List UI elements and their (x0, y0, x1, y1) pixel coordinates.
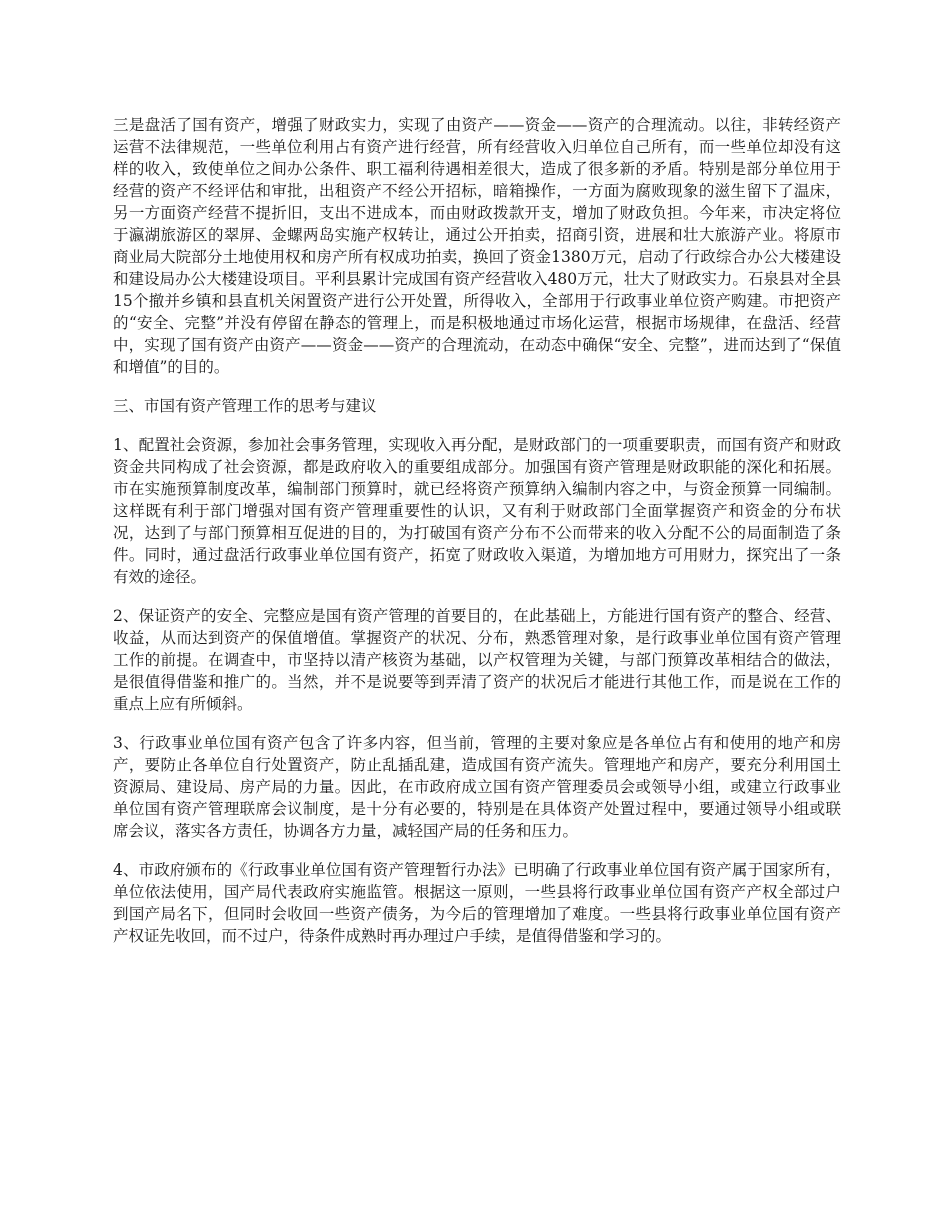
paragraph-suggestion-2: 2、保证资产的安全、完整应是国有资产管理的首要目的，在此基础上，方能进行国有资产的整合、经营、收益，从而达到资产的保值增值。掌握资产的状况、分布，熟悉管理对象，是行政事业单位国有资产管理工作的前提。在调查中，市坚持以清产核资为基础，以产权管理为关键，与部门预算改革相结合的做法，是很值得借鉴和推广的。当然，并不是说要等到弄清了资产的状况后才能进行其他工作，而是说在工作的重点上应有所倾斜。 (113, 607, 841, 713)
document-body (113, 114, 841, 964)
paragraph-suggestion-4: 4、市政府颁布的《行政事业单位国有资产管理暂行办法》已明确了行政事业单位国有资产属于国家所有，单位依法使用，国产局代表政府实施监管。根据这一原则，一些县将行政事业单位国有资产产权全部过户到国产局名下，但同时会收回一些资产债务，为今后的管理增加了难度。一些县将行政事业单位国有资产产权证先收回，而不过户，待条件成熟时再办理过户手续，是值得借鉴和学习的。 (113, 861, 841, 945)
section-heading: 三、市国有资产管理工作的思考与建议 (113, 397, 377, 415)
paragraph-revitalize-assets: 三是盘活了国有资产，增强了财政实力，实现了由资产——资金——资产的合理流动。以往，非转经资产运营不法律规范，一些单位利用占有资产进行经营，所有经营收入归单位自己所有，而一些单位却没有这样的收入，致使单位之间办公条件、职工福利待遇相差很大，造成了很多新的矛盾。特别是部分单位用于经营的资产不经评估和审批，出租资产不经公开招标，暗箱操作，一方面为腐败现象的滋生留下了温床，另一方面资产经营不提折旧，支出不进成本，而由财政拨款开支，增加了财政负担。今年来，市决定将位于瀛湖旅游区的翠屏、金螺两岛实施产权转让，通过公开拍卖，招商引资，进展和壮大旅游产业。将原市商业局大院部分土地使用权和房产所有权成功拍卖，换回了资金1380万元，启动了行政综合办公大楼建设和建设局办公大楼建设项目。平利县累计完成国有资产经营收入480万元，壮大了财政实力。石泉县对全县15个撤并乡镇和县直机关闲置资产进行公开处置，所得收入，全部用于行政事业单位资产购建。市把资产的“安全、完整”并没有停留在静态的管理上，而是积极地通过市场化运营，根据市场规律，在盘活、经营中，实现了国有资产由资产——资金——资产的合理流动，在动态中确保“安全、完整”，进而达到了“保值和增值”的目的。 (113, 116, 841, 376)
paragraph-suggestion-3: 3、行政事业单位国有资产包含了许多内容，但当前，管理的主要对象应是各单位占有和使用的地产和房产，要防止各单位自行处置资产，防止乱插乱建，造成国有资产流失。管理地产和房产，要充分利用国土资源局、建设局、房产局的力量。因此，在市政府成立国有资产管理委员会或领导小组，或建立行政事业单位国有资产管理联席会议制度，是十分有必要的，特别是在具体资产处置过程中，要通过领导小组或联席会议，落实各方责任，协调各方力量，减轻国产局的任务和压力。 (113, 734, 841, 840)
paragraph-suggestion-1: 1、配置社会资源，参加社会事务管理，实现收入再分配，是财政部门的一项重要职责，而国有资产和财政资金共同构成了社会资源，都是政府收入的重要组成部分。加强国有资产管理是财政职能的深化和拓展。市在实施预算制度改革，编制部门预算时，就已经将资产预算纳入编制内容之中，与资金预算一同编制。这样既有利于部门增强对国有资产管理重要性的认识，又有利于财政部门全面掌握资产和资金的分布状况，达到了与部门预算相互促进的目的，为打破国有资产分布不公而带来的收入分配不公的局面制造了条件。同时，通过盘活行政事业单位国有资产，拓宽了财政收入渠道，为增加地方可用财力，探究出了一条有效的途径。 (113, 436, 841, 586)
